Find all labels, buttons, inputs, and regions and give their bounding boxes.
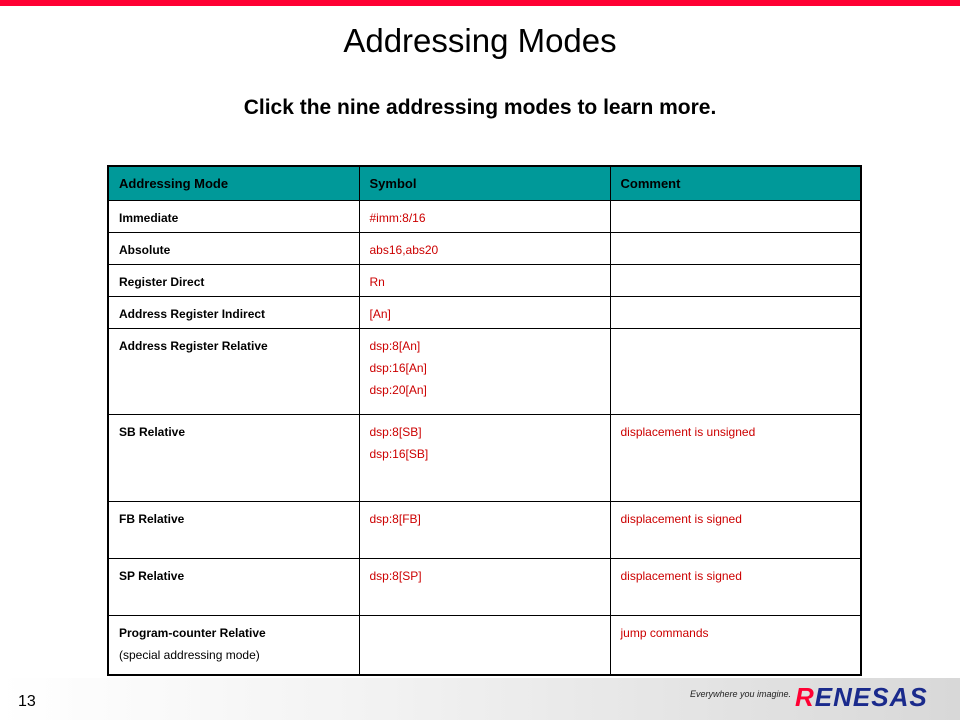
symbol-cell: [359, 200, 610, 232]
mode-sublabel: (special addressing mode): [119, 647, 260, 662]
mode-label[interactable]: Register Direct: [119, 274, 205, 289]
table-row: [108, 264, 861, 296]
mode-sb-relative[interactable]: [108, 414, 359, 501]
mode-label[interactable]: SB Relative: [119, 424, 186, 439]
table-row: [108, 232, 861, 264]
symbol-text: dsp:16[SB]: [369, 446, 429, 461]
comment-cell: [610, 232, 861, 264]
mode-label[interactable]: Program-counter Relative: [119, 625, 266, 640]
symbol-text: dsp:8[SP]: [369, 568, 422, 583]
symbol-text: dsp:8[An]: [369, 338, 421, 353]
mode-label[interactable]: Absolute: [119, 242, 171, 257]
table-row: [108, 296, 861, 328]
table-row: [108, 328, 861, 414]
comment-text: displacement is signed: [620, 511, 742, 526]
comment-cell: [610, 501, 861, 558]
symbol-cell: [359, 414, 610, 501]
renesas-tagline: Everywhere you imagine.: [690, 689, 792, 699]
comment-cell: [610, 328, 861, 414]
table-row: [108, 501, 861, 558]
symbol-cell: [359, 264, 610, 296]
table-row: [108, 200, 861, 232]
symbol-text: #imm:8/16: [369, 210, 426, 225]
symbol-text: Rn: [369, 274, 385, 289]
slide-subtitle: Click the nine addressing modes to learn more.: [243, 96, 717, 119]
symbol-cell: [359, 232, 610, 264]
table-row: [108, 414, 861, 501]
symbol-cell: [359, 328, 610, 414]
symbol-text: dsp:16[An]: [369, 360, 427, 375]
mode-address-register-relative[interactable]: [108, 328, 359, 414]
mode-label[interactable]: Address Register Indirect: [119, 306, 266, 321]
addressing-modes-table: [107, 165, 862, 676]
table-row: [108, 558, 861, 615]
header-symbol: Symbol: [359, 166, 610, 200]
mode-label[interactable]: FB Relative: [119, 511, 185, 526]
comment-text: jump commands: [620, 625, 709, 640]
mode-absolute[interactable]: [108, 232, 359, 264]
comment-cell: [610, 200, 861, 232]
symbol-text: dsp:8[SB]: [369, 424, 422, 439]
symbol-cell: [359, 501, 610, 558]
mode-fb-relative[interactable]: [108, 501, 359, 558]
comment-cell: [610, 264, 861, 296]
logo-wordmark: ENESAS: [814, 682, 928, 712]
page-number: 13: [18, 693, 36, 710]
symbol-cell: [359, 615, 610, 675]
mode-sp-relative[interactable]: [108, 558, 359, 615]
symbol-cell: [359, 558, 610, 615]
table-row: [108, 615, 861, 675]
header-comment: Comment: [610, 166, 861, 200]
symbol-text: abs16,abs20: [369, 242, 439, 257]
top-accent-bar: [0, 0, 960, 6]
comment-text: displacement is signed: [620, 568, 742, 583]
mode-register-direct[interactable]: [108, 264, 359, 296]
comment-cell: [610, 558, 861, 615]
symbol-text: [An]: [369, 306, 391, 321]
logo-r-letter: R: [795, 682, 815, 712]
mode-label[interactable]: SP Relative: [119, 568, 185, 583]
mode-label[interactable]: Address Register Relative: [119, 338, 268, 353]
mode-address-register-indirect[interactable]: [108, 296, 359, 328]
comment-cell: [610, 615, 861, 675]
symbol-cell: [359, 296, 610, 328]
symbol-text: dsp:20[An]: [369, 382, 427, 397]
mode-program-counter-relative[interactable]: [108, 615, 359, 675]
slide-title: Addressing Modes: [343, 22, 617, 59]
mode-label[interactable]: Immediate: [119, 210, 179, 225]
comment-cell: [610, 296, 861, 328]
mode-immediate[interactable]: [108, 200, 359, 232]
header-addressing-mode: Addressing Mode: [108, 166, 359, 200]
symbol-text: dsp:8[FB]: [369, 511, 421, 526]
table-header-row: [108, 166, 861, 200]
comment-cell: [610, 414, 861, 501]
comment-text: displacement is unsigned: [620, 424, 756, 439]
renesas-logo: [795, 682, 928, 713]
